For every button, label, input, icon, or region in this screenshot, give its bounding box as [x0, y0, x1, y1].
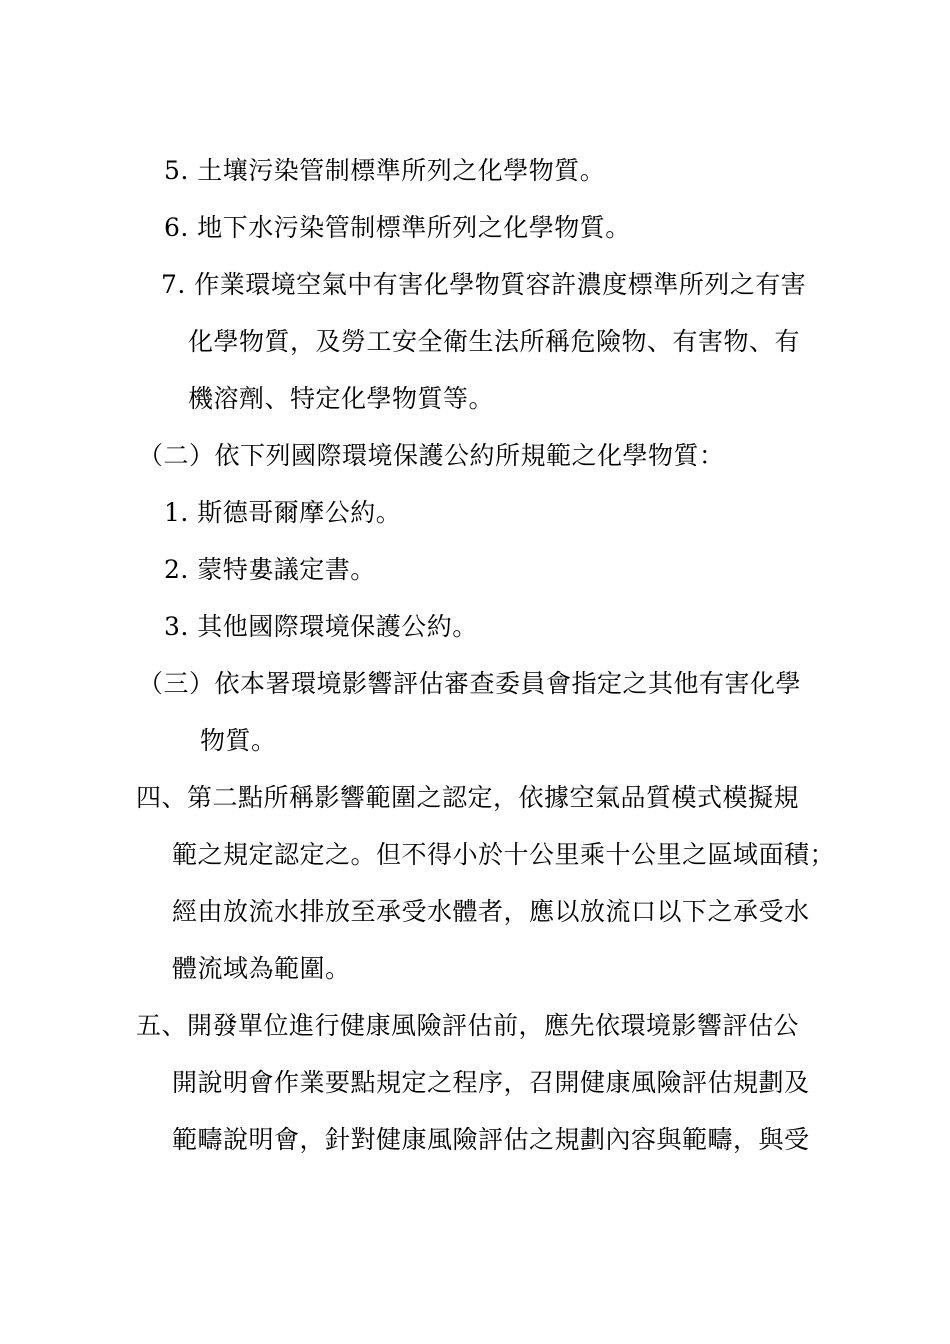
list-item-5: 5. 土壤污染管制標準所列之化學物質。 — [164, 156, 606, 185]
paragraph-4-continuation: 經由放流水排放至承受水體者，應以放流口以下之承受水 — [172, 897, 810, 926]
section-2-heading: （二）依下列國際環境保護公約所規範之化學物質： — [138, 441, 725, 470]
list-item-7: 7. 作業環境空氣中有害化學物質容許濃度標準所列之有害 — [161, 270, 807, 299]
section-3-heading: （三）依本署環境影響評估審查委員會指定之其他有害化學 — [138, 669, 802, 698]
list-item-2: 2. 蒙特婁議定書。 — [164, 555, 376, 584]
list-item-7-continuation: 機溶劑、特定化學物質等。 — [188, 384, 495, 413]
list-item-6: 6. 地下水污染管制標準所列之化學物質。 — [164, 213, 631, 242]
paragraph-5-continuation: 開說明會作業要點規定之程序，召開健康風險評估規劃及 — [172, 1068, 810, 1097]
paragraph-4-continuation: 體流域為範圍。 — [172, 954, 351, 983]
list-item-3: 3. 其他國際環境保護公約。 — [164, 612, 478, 641]
paragraph-4: 四、第二點所稱影響範圍之認定，依據空氣品質模式模擬規 — [136, 783, 800, 812]
list-item-1: 1. 斯德哥爾摩公約。 — [164, 498, 402, 527]
paragraph-5: 五、開發單位進行健康風險評估前，應先依環境影響評估公 — [136, 1011, 800, 1040]
list-item-7-continuation: 化學物質，及勞工安全衛生法所稱危險物、有害物、有 — [188, 327, 801, 356]
paragraph-4-continuation: 範之規定認定之。但不得小於十公里乘十公里之區域面積； — [172, 840, 836, 869]
section-3-continuation: 物質。 — [200, 726, 277, 755]
paragraph-5-continuation: 範疇說明會，針對健康風險評估之規劃內容與範疇，與受 — [172, 1125, 810, 1154]
